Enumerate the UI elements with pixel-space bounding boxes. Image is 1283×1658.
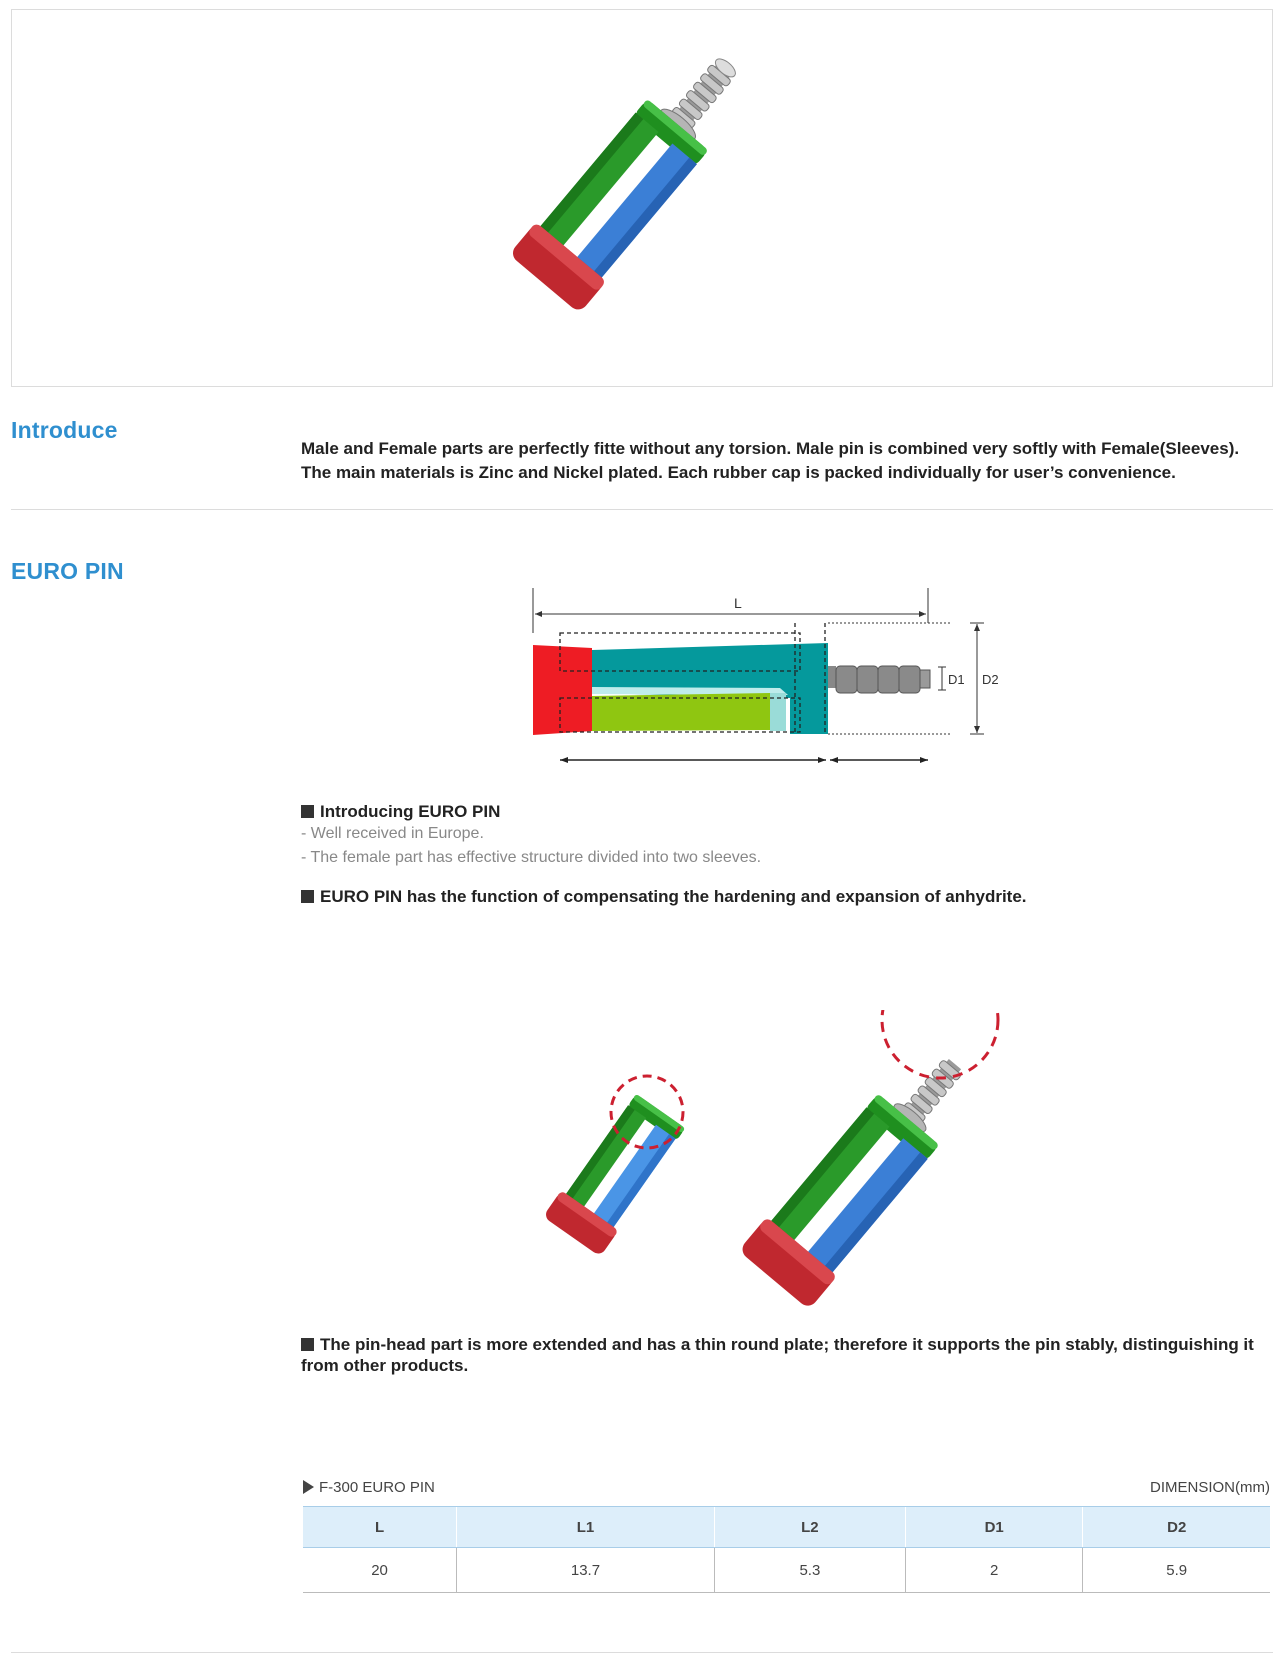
- euro-pin-comparison-illustration: [500, 1010, 1060, 1340]
- euro-pin-dimension-diagram: [530, 588, 1010, 778]
- spec-unit: DIMENSION(mm): [1150, 1479, 1270, 1496]
- col-header-l1: L1: [457, 1507, 715, 1548]
- cell-d2: 5.9: [1083, 1548, 1270, 1593]
- bullet-square-icon: [301, 805, 314, 818]
- dimension-table: [303, 1506, 1270, 1593]
- bullet-square-icon: [301, 890, 314, 903]
- section-divider: [11, 1652, 1273, 1653]
- bullet-pin-head: The pin-head part is more extended and has a thin round plate; therefore it supports the pin stably, distinguishing it from other products.: [301, 1335, 1254, 1375]
- col-header-l: L: [303, 1507, 457, 1548]
- cell-l: 20: [303, 1548, 457, 1593]
- cell-l2: 5.3: [714, 1548, 905, 1593]
- col-header-d2: D2: [1083, 1507, 1270, 1548]
- bullet-anhydrite: EURO PIN has the function of compensating the hardening and expansion of anhydrite.: [301, 887, 1027, 907]
- introduce-heading: Introduce: [11, 417, 118, 443]
- col-header-d1: D1: [905, 1507, 1083, 1548]
- bullet-introducing: Introducing EURO PIN: [301, 802, 500, 822]
- dim-label-l: L: [734, 595, 742, 611]
- section-divider: [11, 509, 1273, 510]
- bullet-square-icon: [301, 1338, 314, 1351]
- dim-label-d1: D1: [948, 672, 965, 687]
- sub-item-europe: - Well received in Europe.: [301, 825, 484, 842]
- sub-item-sleeves: - The female part has effective structure divided into two sleeves.: [301, 849, 762, 866]
- col-header-l2: L2: [714, 1507, 905, 1548]
- euro-pin-heading: EURO PIN: [11, 558, 124, 584]
- dim-label-d2: D2: [982, 672, 999, 687]
- cell-l1: 13.7: [457, 1548, 715, 1593]
- table-row: [303, 1548, 1270, 1593]
- triangle-right-icon: [303, 1480, 314, 1494]
- euro-pin-illustration: [12, 10, 1274, 388]
- spec-caption: F-300 EURO PIN: [303, 1479, 435, 1496]
- product-hero-image: [11, 9, 1273, 387]
- table-header-row: [303, 1507, 1270, 1548]
- introduce-text: Male and Female parts are perfectly fitte without any torsion. Male pin is combined very softly with Female(Sleeves). The main materials is Zinc and Nickel plated. Each rubber cap is packed individually for user’s convenience.: [301, 439, 1240, 482]
- cell-d1: 2: [905, 1548, 1083, 1593]
